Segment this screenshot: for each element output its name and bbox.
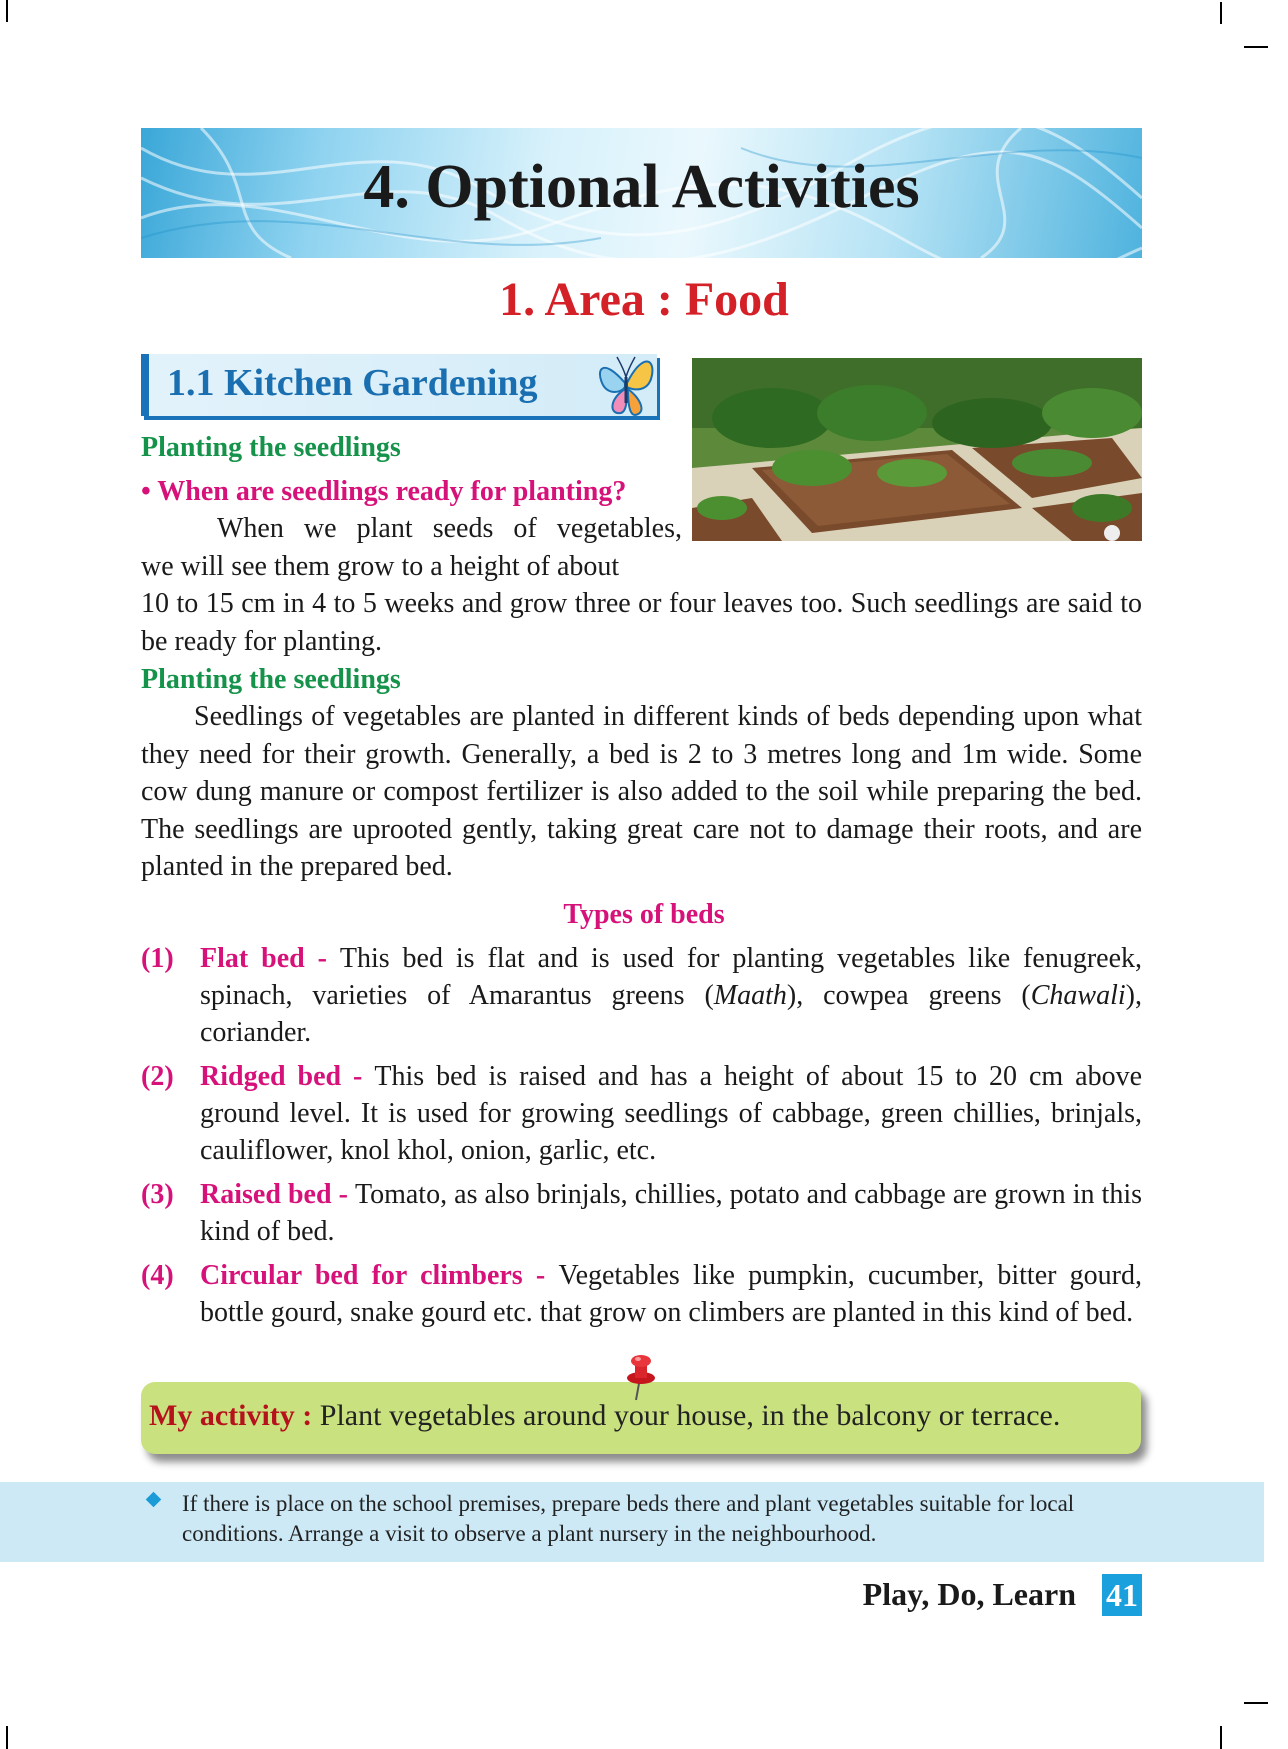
list-number: (4) — [141, 1260, 174, 1291]
list-number: (3) — [141, 1179, 174, 1210]
bed-text: ), cowpea greens ( — [786, 980, 1031, 1011]
crop-mark — [1220, 2, 1222, 24]
crop-mark — [6, 1726, 8, 1749]
bed-text: This bed is raised and has a height of about 15 to 20 cm above ground level. It is used for growing seedlings of cabbage, green chillies, brinjals, cauliflower, knol khol, onion, garlic, etc. — [200, 1061, 1143, 1166]
bed-text: This bed is flat and is used for planting vegetables like fenugreek, spinach, varieties of Amarantus greens ( — [200, 943, 1142, 1011]
intro-line-2: we will see them grow to a height of about — [141, 551, 620, 582]
question-heading: • When are seedlings ready for planting? — [141, 476, 627, 507]
chapter-banner — [141, 128, 1142, 258]
bed-name: Raised bed - — [200, 1179, 355, 1210]
crop-mark — [1244, 46, 1268, 48]
activity-text: Plant vegetables around your house, in the balcony or terrace. — [319, 1399, 1061, 1432]
butterfly-icon — [595, 347, 657, 421]
list-number: (2) — [141, 1061, 174, 1092]
activity-label: My activity : — [149, 1399, 320, 1432]
bed-text-italic: Maath — [713, 980, 787, 1011]
area-title: 1. Area : Food — [499, 273, 789, 326]
crop-mark — [6, 0, 8, 22]
bed-text: Vegetables like pumpkin, cucumber, bitter gourd, bottle gourd, snake gourd etc. that grow on climbers are planted in this kind of bed. — [200, 1260, 1142, 1328]
kitchen-garden-photo — [692, 358, 1142, 541]
pushpin-icon — [624, 1352, 658, 1402]
bed-name: Circular bed for climbers - — [200, 1260, 559, 1291]
types-heading: Types of beds — [563, 899, 725, 930]
bed-name: Flat bed - — [200, 943, 340, 974]
subheading-planting-1: Planting the seedlings — [141, 432, 401, 463]
bed-text-italic: Chawali — [1030, 980, 1126, 1011]
bed-text: Tomato, as also brinjals, chillies, potato and cabbage are grown in this kind of bed. — [200, 1179, 1142, 1247]
section-heading — [141, 354, 657, 416]
intro-rest: 10 to 15 cm in 4 to 5 weeks and grow three or four leaves too. Such seedlings are said to be ready for planting. — [141, 588, 1142, 657]
crop-mark — [1244, 1702, 1268, 1704]
teacher-note-text: If there is place on the school premises, prepare beds there and plant vegetables suitable for local conditions. Arrange a visit to observe a plant nursery in the neighbourhood. — [182, 1491, 1075, 1546]
bed-text: ), coriander. — [200, 980, 1142, 1048]
crop-mark — [1220, 1726, 1222, 1749]
list-number: (1) — [141, 943, 174, 974]
section-title: 1.1 Kitchen Gardening — [167, 362, 538, 404]
bed-name: Ridged bed - — [200, 1061, 375, 1092]
bed-paragraph: Seedlings of vegetables are planted in different kinds of beds depending upon what they need for their growth. Generally, a bed is 2 to 3 metres long and 1m wide. Some cow dung manure or compost fertilizer is also added to the soil while preparing the bed. The seedlings are uprooted gently, taking great care not to damage their roots, and are planted in the prepared bed. — [141, 701, 1142, 882]
intro-line-1: When we plant seeds of vegetables, — [217, 513, 682, 544]
chapter-title: 4. Optional Activities — [363, 153, 920, 221]
page-number: 41 — [1102, 1574, 1142, 1616]
teacher-note — [0, 1482, 1264, 1562]
bullet-diamond-icon — [146, 1492, 162, 1508]
book-title: Play, Do, Learn — [862, 1576, 1076, 1612]
subheading-planting-2: Planting the seedlings — [141, 664, 401, 695]
